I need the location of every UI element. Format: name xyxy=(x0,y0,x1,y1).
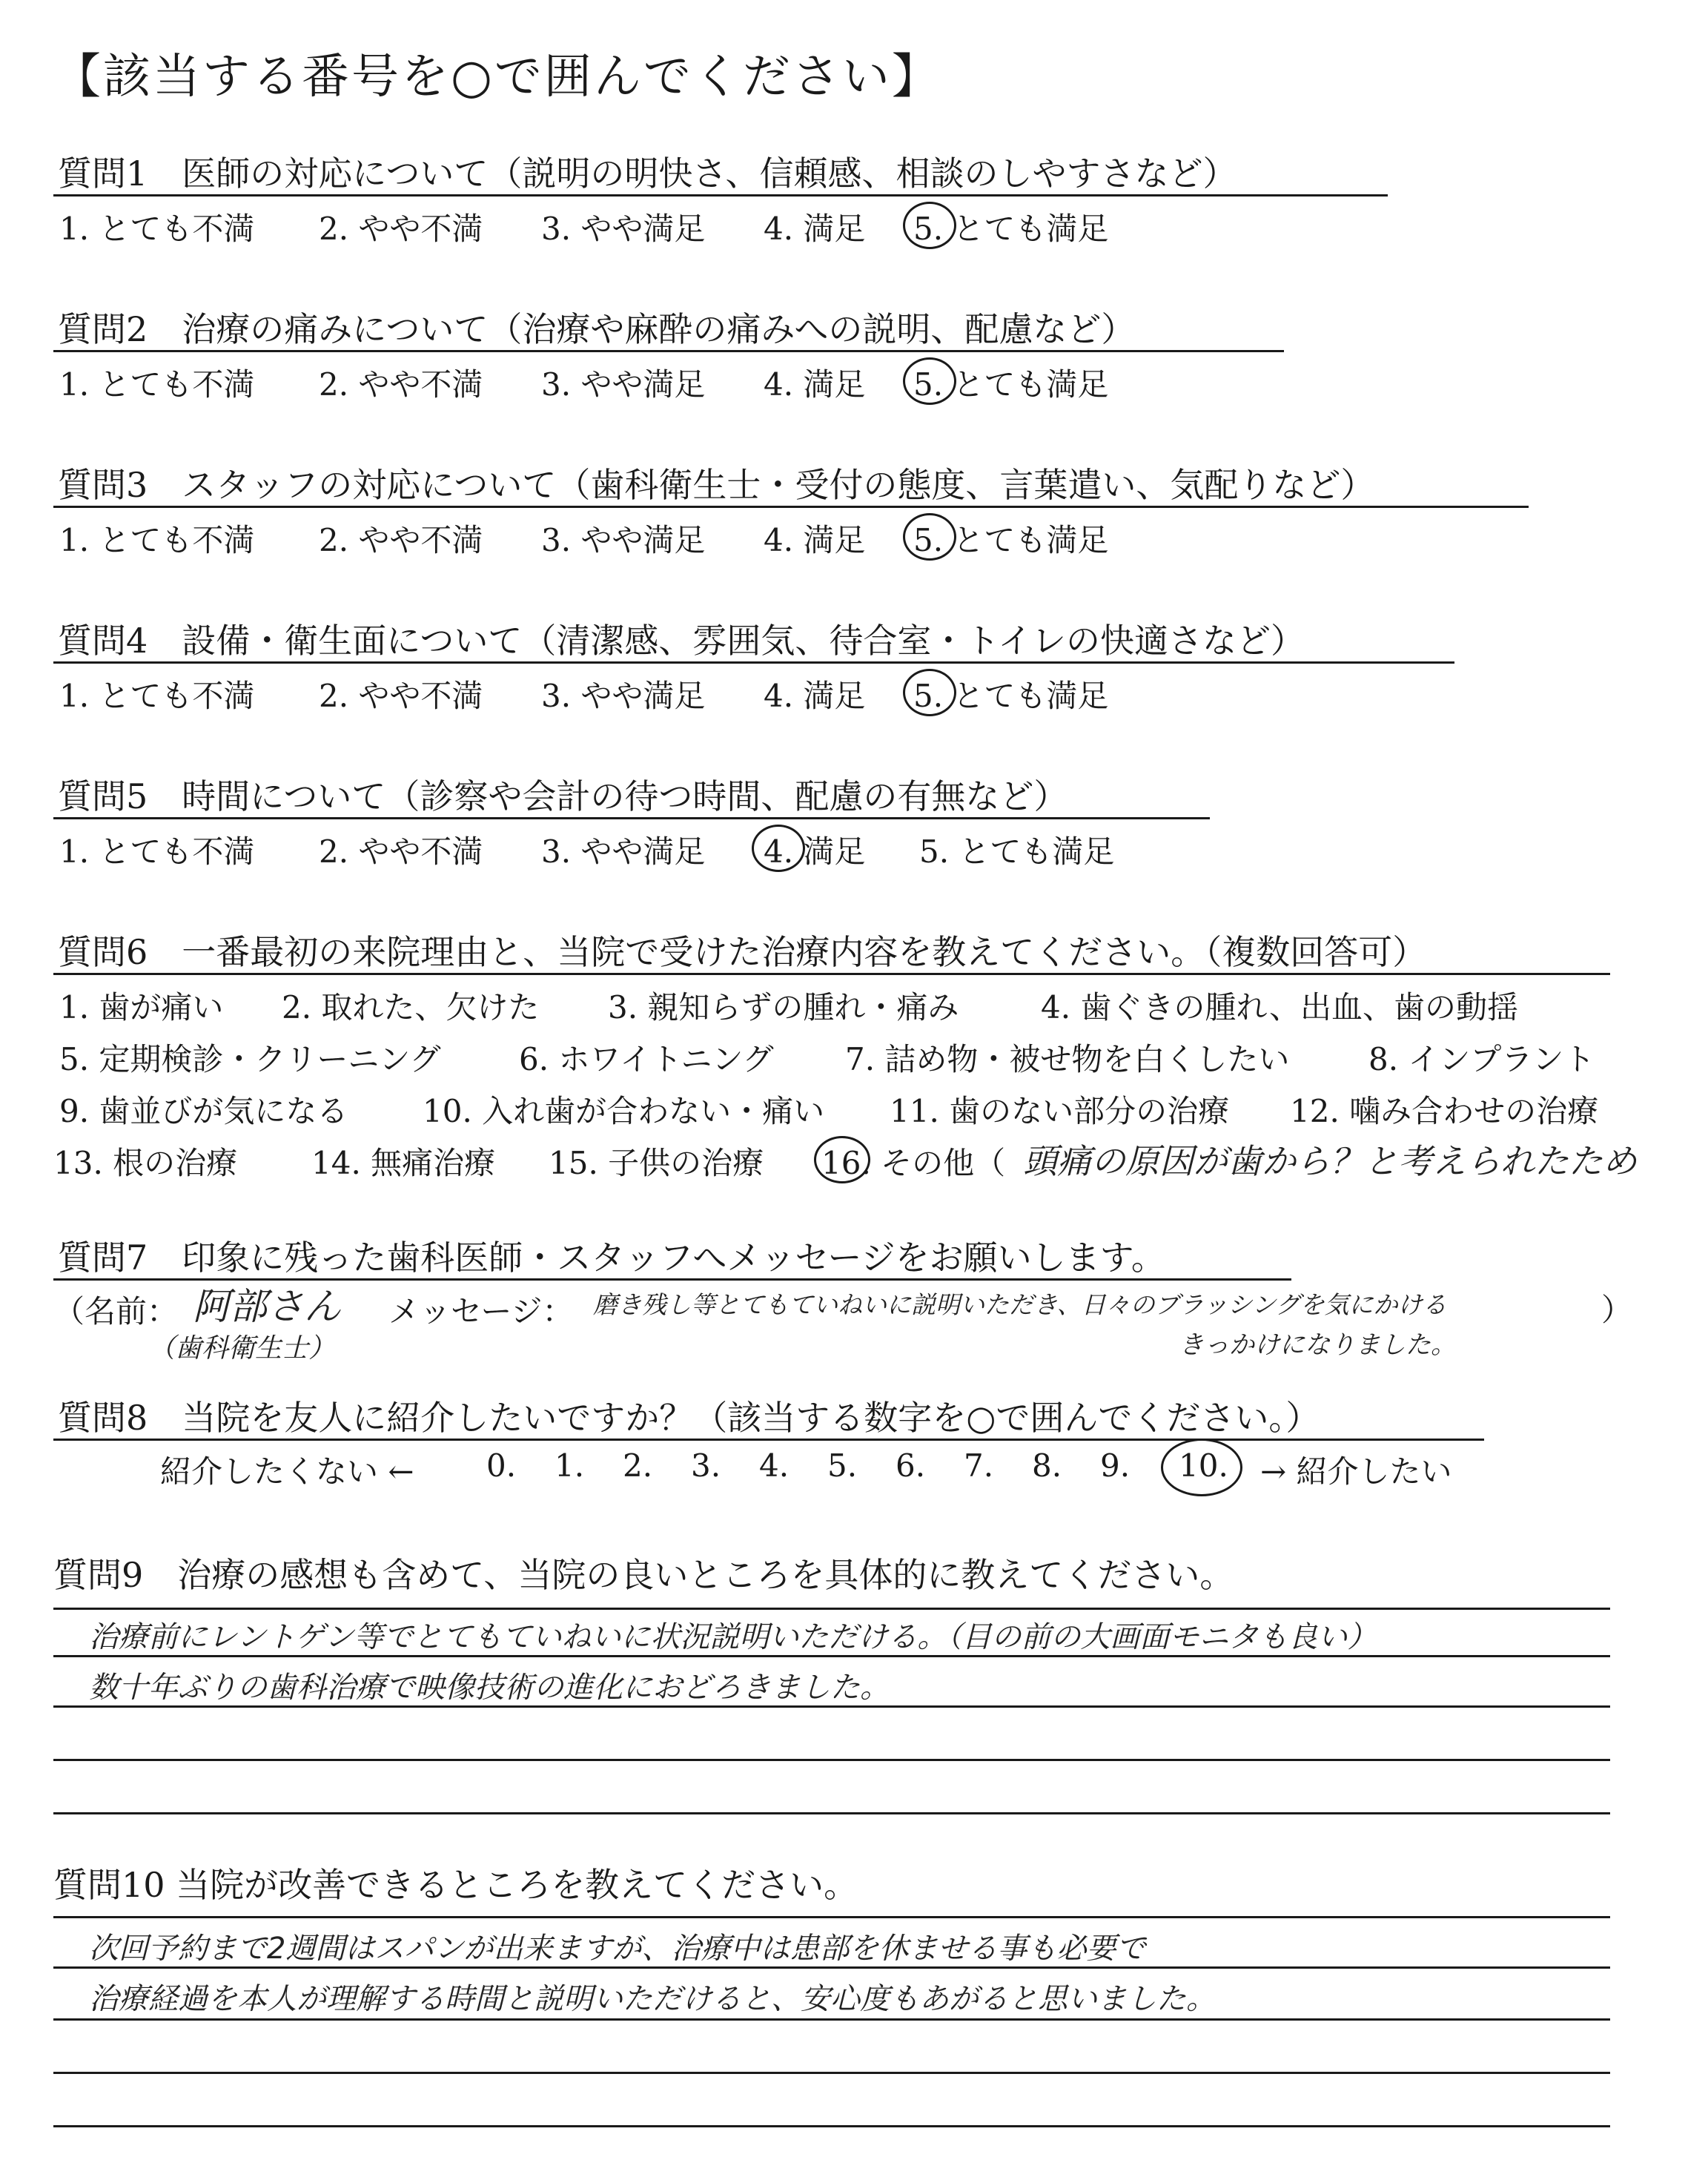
q4-option-3[interactable]: 3. やや満足 xyxy=(541,678,706,714)
q6-option-13[interactable]: 13. 根の治療 xyxy=(53,1145,238,1181)
q6-other-answer[interactable]: 頭痛の原因が歯から？と考えられたため xyxy=(1023,1141,1637,1181)
q8-scale-2[interactable]: 2. xyxy=(623,1447,653,1484)
q6-option-3[interactable]: 3. 親知らずの腫れ・痛み xyxy=(608,989,959,1025)
q3-option-2[interactable]: 2. やや不満 xyxy=(319,522,483,558)
q2-title: 質問2 治療の痛みについて（治療や麻酔の痛みへの説明、配慮など） xyxy=(58,309,1136,349)
q3-option-1[interactable]: 1. とても不満 xyxy=(59,522,255,558)
q8-selection-circle xyxy=(1161,1439,1242,1496)
q10-title: 質問10 当院が改善できるところを教えてください。 xyxy=(53,1865,858,1905)
q6-option-8[interactable]: 8. インプラント xyxy=(1368,1041,1595,1077)
q9-writing-line xyxy=(53,1812,1610,1814)
q2-option-5[interactable]: 5. とても満足 xyxy=(913,366,1109,403)
q7-message-label: メッセージ： xyxy=(388,1293,574,1330)
q5-option-5[interactable]: 5. とても満足 xyxy=(919,833,1115,870)
q7-name-label: （名前： xyxy=(53,1293,179,1330)
q9-writing-line xyxy=(53,1608,1610,1610)
q6-option-1[interactable]: 1. 歯が痛い xyxy=(59,989,224,1025)
q8-underline xyxy=(53,1439,1484,1441)
q8-scale-10[interactable]: 10. xyxy=(1179,1447,1228,1484)
q5-title: 質問5 時間について（診察や会計の待つ時間、配慮の有無など） xyxy=(58,776,1068,816)
q6-option-12[interactable]: 12. 噛み合わせの治療 xyxy=(1290,1093,1599,1129)
q8-scale-4[interactable]: 4. xyxy=(759,1447,790,1484)
q6-option-16[interactable]: 16. その他（ xyxy=(821,1145,1006,1181)
q1-underline xyxy=(53,194,1388,196)
q8-scale-9[interactable]: 9. xyxy=(1100,1447,1131,1484)
q1-option-2[interactable]: 2. やや不満 xyxy=(319,211,483,247)
q7-message-line2[interactable]: きっかけになりました。 xyxy=(1179,1330,1456,1360)
q6-option-6[interactable]: 6. ホワイトニング xyxy=(519,1041,774,1077)
q1-option-1[interactable]: 1. とても不満 xyxy=(59,211,255,247)
q10-writing-line xyxy=(53,2018,1610,2021)
q8-scale-7[interactable]: 7. xyxy=(964,1447,994,1484)
q5-option-4[interactable]: 4. 満足 xyxy=(764,833,866,870)
q6-option-7[interactable]: 7. 詰め物・被せ物を白くしたい xyxy=(845,1041,1290,1077)
q10-writing-line xyxy=(53,1966,1610,1969)
q8-scale-6[interactable]: 6. xyxy=(896,1447,926,1484)
q7-name-role[interactable]: （歯科衛生士） xyxy=(148,1333,336,1364)
q10-answer-line2[interactable]: 治療経過を本人が理解する時間と説明いただけると、安心度もあがると思いました。 xyxy=(89,1982,1216,2016)
q6-option-9[interactable]: 9. 歯並びが気になる xyxy=(59,1093,348,1129)
q2-selection-circle xyxy=(903,357,956,405)
q4-option-5[interactable]: 5. とても満足 xyxy=(913,678,1109,714)
q4-title: 質問4 設備・衛生面について（清潔感、雰囲気、待合室・トイレの快適さなど） xyxy=(58,621,1305,661)
q6-selection-circle xyxy=(814,1136,870,1183)
q3-option-4[interactable]: 4. 満足 xyxy=(764,522,866,558)
q2-option-2[interactable]: 2. やや不満 xyxy=(319,366,483,403)
q1-option-5[interactable]: 5. とても満足 xyxy=(913,211,1109,247)
q5-underline xyxy=(53,817,1210,819)
q6-underline xyxy=(53,973,1610,975)
q4-option-4[interactable]: 4. 満足 xyxy=(764,678,866,714)
q4-underline xyxy=(53,661,1454,664)
q4-option-2[interactable]: 2. やや不満 xyxy=(319,678,483,714)
q2-underline xyxy=(53,350,1284,352)
q2-option-3[interactable]: 3. やや満足 xyxy=(541,366,706,403)
q6-option-5[interactable]: 5. 定期検診・クリーニング xyxy=(59,1041,441,1077)
q8-scale-8[interactable]: 8. xyxy=(1032,1447,1062,1484)
q1-option-4[interactable]: 4. 満足 xyxy=(764,211,866,247)
q4-option-1[interactable]: 1. とても不満 xyxy=(59,678,255,714)
q6-option-10[interactable]: 10. 入れ歯が合わない・痛い xyxy=(423,1093,825,1129)
q5-option-3[interactable]: 3. やや満足 xyxy=(541,833,706,870)
q9-title: 質問9 治療の感想も含めて、当院の良いところを具体的に教えてください。 xyxy=(53,1555,1234,1595)
q7-message-line1[interactable]: 磨き残し等とてもていねいに説明いただき、日々のブラッシングを気にかける xyxy=(593,1290,1447,1319)
q2-option-1[interactable]: 1. とても不満 xyxy=(59,366,255,403)
q9-writing-line xyxy=(53,1759,1610,1761)
q3-title: 質問3 スタッフの対応について（歯科衛生士・受付の態度、言葉遣い、気配りなど） xyxy=(58,465,1375,505)
q10-writing-line xyxy=(53,2072,1610,2074)
q9-answer-line2[interactable]: 数十年ぶりの歯科治療で映像技術の進化におどろきました。 xyxy=(89,1671,890,1705)
q8-scale-3[interactable]: 3. xyxy=(691,1447,721,1484)
q7-title: 質問7 印象に残った歯科医師・スタッフへメッセージをお願いします。 xyxy=(58,1238,1165,1278)
q6-option-4[interactable]: 4. 歯ぐきの腫れ、出血、歯の動揺 xyxy=(1041,989,1518,1025)
q3-option-3[interactable]: 3. やや満足 xyxy=(541,522,706,558)
q1-selection-circle xyxy=(903,202,956,249)
q3-option-5[interactable]: 5. とても満足 xyxy=(913,522,1109,558)
page-header: 【該当する番号を○で囲んでください】 xyxy=(53,50,941,105)
q1-option-3[interactable]: 3. やや満足 xyxy=(541,211,706,247)
q6-option-14[interactable]: 14. 無痛治療 xyxy=(311,1145,496,1181)
q8-left-label: 紹介したくない ← xyxy=(160,1453,414,1490)
q4-selection-circle xyxy=(903,669,956,716)
q6-option-11[interactable]: 11. 歯のない部分の治療 xyxy=(890,1093,1230,1129)
q5-option-2[interactable]: 2. やや不満 xyxy=(319,833,483,870)
q3-underline xyxy=(53,506,1529,508)
q3-selection-circle xyxy=(903,513,956,561)
q10-writing-line xyxy=(53,2125,1610,2127)
q5-option-1[interactable]: 1. とても不満 xyxy=(59,833,255,870)
q8-right-label: → 紹介したい xyxy=(1260,1453,1452,1490)
q8-scale-0[interactable]: 0. xyxy=(486,1447,517,1484)
q7-close-paren: ） xyxy=(1601,1292,1633,1328)
q6-option-15[interactable]: 15. 子供の治療 xyxy=(549,1145,764,1181)
q9-writing-line xyxy=(53,1705,1610,1708)
q1-title: 質問1 医師の対応について（説明の明快さ、信頼感、相談のしやすさなど） xyxy=(58,153,1237,194)
q9-answer-line1[interactable]: 治療前にレントゲン等でとてもていねいに状況説明いただける。（目の前の大画面モニタも良い） xyxy=(89,1620,1377,1654)
q7-name-value[interactable]: 阿部さん xyxy=(193,1285,341,1328)
q6-title: 質問6 一番最初の来院理由と、当院で受けた治療内容を教えてください。（複数回答可） xyxy=(58,932,1427,972)
q8-scale-1[interactable]: 1. xyxy=(555,1447,585,1484)
q6-option-2[interactable]: 2. 取れた、欠けた xyxy=(282,989,540,1025)
q2-option-4[interactable]: 4. 満足 xyxy=(764,366,866,403)
q10-answer-line1[interactable]: 次回予約まで2週間はスパンが出来ますが、治療中は患部を休ませる事も必要で xyxy=(89,1932,1146,1966)
q8-scale-5[interactable]: 5. xyxy=(827,1447,858,1484)
q9-writing-line xyxy=(53,1655,1610,1657)
q5-selection-circle xyxy=(752,825,805,872)
q10-writing-line xyxy=(53,1916,1610,1918)
q8-title: 質問8 当院を友人に紹介したいですか？（該当する数字を○で囲んでください。） xyxy=(58,1398,1320,1438)
